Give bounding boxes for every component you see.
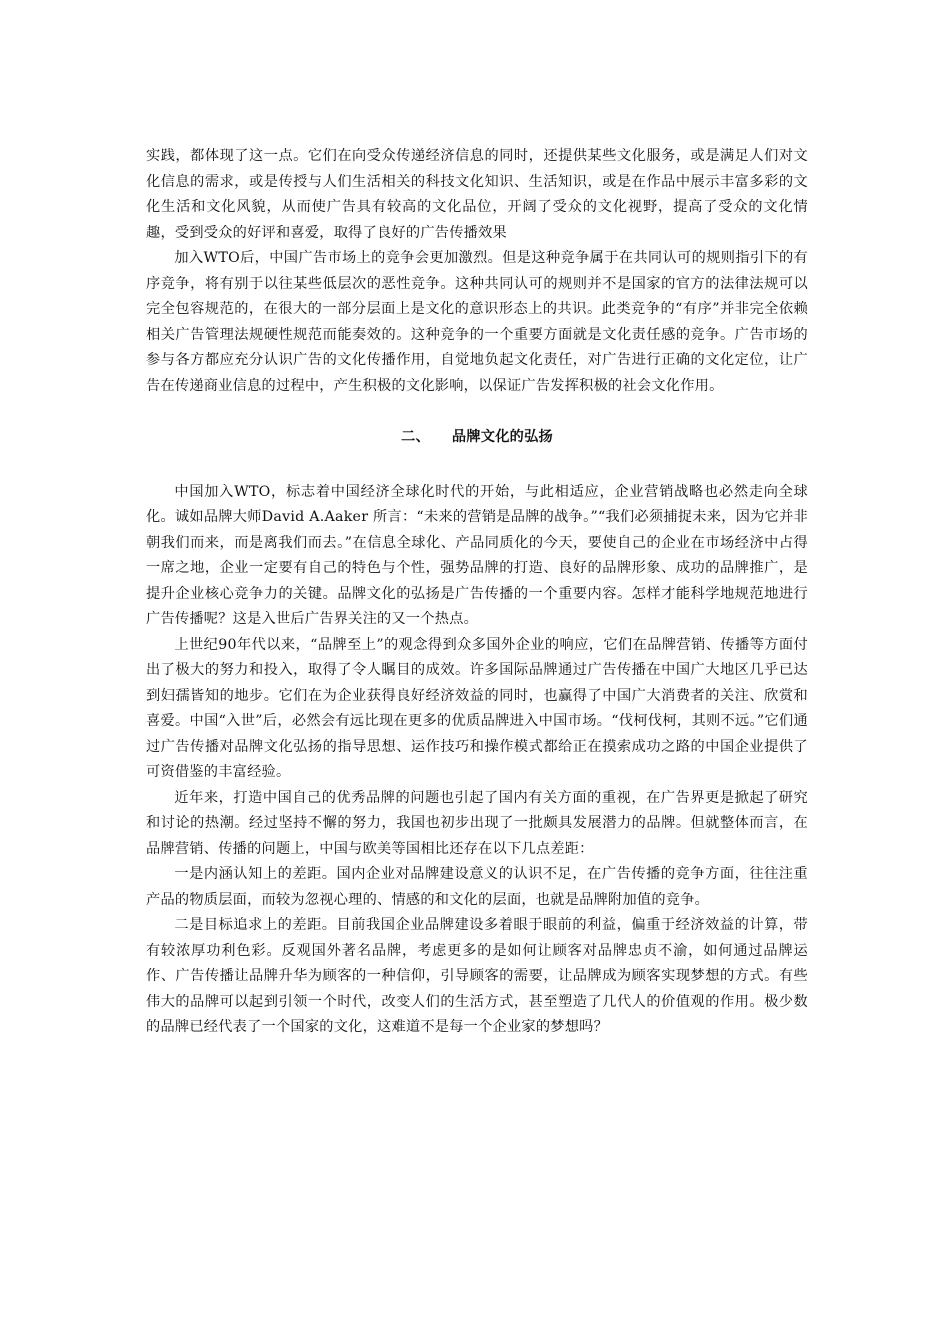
paragraph-domestic-brands: 近年来，打造中国自己的优秀品牌的问题也引起了国内有关方面的重视，在广告界更是掀起了研究和讨论的热潮。经过坚持不懈的努力，我国也初步出现了一批颇具发展潜力的品牌。但就整体而言，在品牌营销、传播的问题上，中国与欧美等国相比还存在以下几点差距： bbox=[146, 789, 808, 857]
document-page bbox=[146, 144, 808, 1041]
paragraph-wto-competition: 加入WTO后，中国广告市场上的竞争会更加激烈。但是这种竞争属于在共同认可的规则指引下的有序竞争，将有别于以往某些低层次的恶性竞争。这种共同认可的规则并不是国家的官方的法律法规可以完全包容规范的，在很大的一部分层面上是文化的意识形态上的共识。此类竞争的“有序”并非完全依赖相关广告管理法规硬性规范而能奏效的。这种竞争的一个重要方面就是文化责任感的竞争。广告市场的参与各方都应充分认识广告的文化传播作用，自觉地负起文化责任，对广告进行正确的文化定位，让广告在传递商业信息的过程中，产生积极的文化影响，以保证广告发挥积极的社会文化作用。 bbox=[146, 250, 808, 394]
paragraph-brand-first: 上世纪90年代以来，“品牌至上”的观念得到众多国外企业的响应，它们在品牌营销、传播等方面付出了极大的努力和投入，取得了令人瞩目的成效。许多国际品牌通过广告传播在中国广大地区几乎已达到妇孺皆知的地步。它们在为企业获得良好经济效益的同时，也赢得了中国广大消费者的关注、欣赏和喜爱。中国“入世”后，必然会有远比现在更多的优质品牌进入中国市场。“伐柯伐柯，其则不远。”它们通过广告传播对品牌文化弘扬的指导思想、运作技巧和操作模式都给正在摸索成功之路的中国企业提供了可资借鉴的丰富经验。 bbox=[146, 636, 808, 780]
section-heading bbox=[146, 425, 808, 451]
paragraph-continuation: 实践，都体现了这一点。它们在向受众传递经济信息的同时，还提供某些文化服务，或是满足人们对文化信息的需求，或是传授与人们生活相关的科技文化知识、生活知识，或是在作品中展示丰富多彩的文化生活和文化风貌，从而使广告具有较高的文化品位，开阔了受众的文化视野，提高了受众的文化情趣，受到受众的好评和喜爱，取得了良好的广告传播效果 bbox=[146, 148, 808, 241]
paragraph-gap-two: 二是目标追求上的差距。目前我国企业品牌建设多着眼于眼前的利益，偏重于经济效益的计算，带有较浓厚功利色彩。反观国外著名品牌，考虑更多的是如何让顾客对品牌忠贞不渝，如何通过品牌运作、广告传播让品牌升华为顾客的一种信仰，引导顾客的需要，让品牌成为顾客实现梦想的方式。有些伟大的品牌可以起到引领一个时代，改变人们的生活方式，甚至塑造了几代人的价值观的作用。极少数的品牌已经代表了一个国家的文化，这难道不是每一个企业家的梦想吗？ bbox=[146, 917, 808, 1035]
section-number: 二、 bbox=[401, 429, 430, 445]
paragraph-gap-one: 一是内涵认知上的差距。国内企业对品牌建设意义的认识不足，在广告传播的竞争方面，往往注重产品的物质层面，而较为忽视心理的、情感的和文化的层面，也就是品牌附加值的竞争。 bbox=[146, 866, 808, 908]
section-title: 品牌文化的弘扬 bbox=[451, 429, 553, 445]
paragraph-globalization: 中国加入WTO，标志着中国经济全球化时代的开始，与此相适应，企业营销战略也必然走向全球化。诚如品牌大师David A.Aaker 所言：“未来的营销是品牌的战争。”“我们必须捕捉未来，因为它并非朝我们而来，而是离我们而去。”在信息全球化、产品同质化的今天，要使自己的企业在市场经济中占得一席之地，企业一定要有自己的特色与个性，强势品牌的打造、良好的品牌形象、成功的品牌推广，是提升企业核心竞争力的关键。品牌文化的弘扬是广告传播的一个重要内容。怎样才能科学地规范地进行广告传播呢？这是入世后广告界关注的又一个热点。 bbox=[146, 483, 808, 627]
